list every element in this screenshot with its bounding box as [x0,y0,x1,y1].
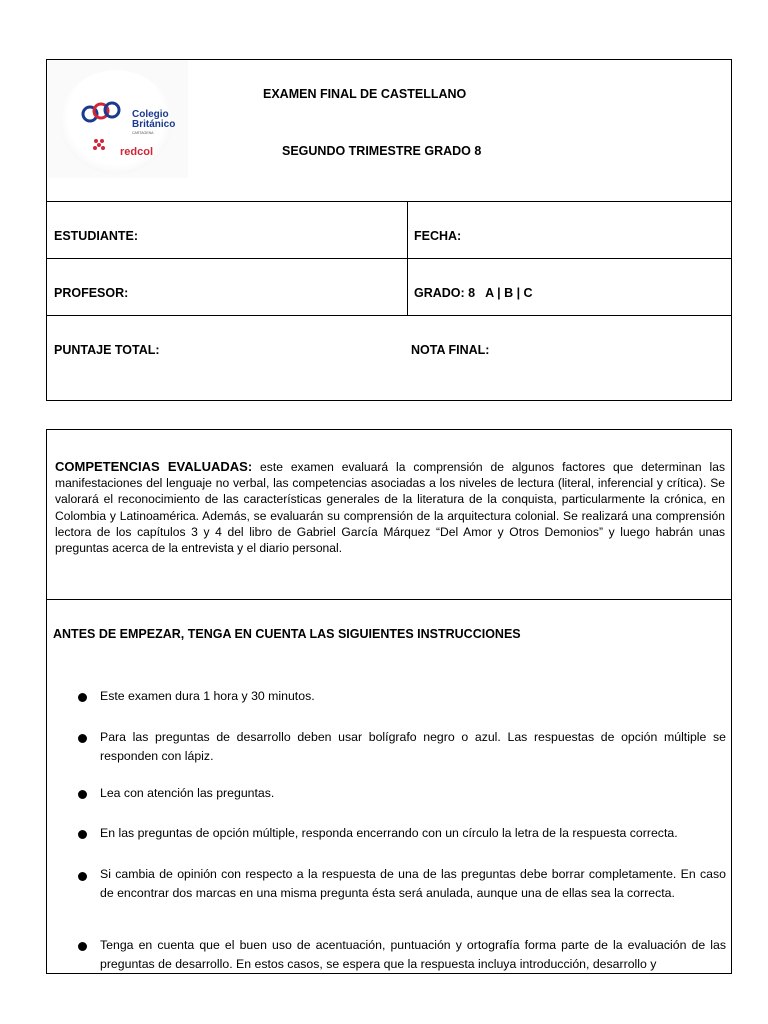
competencias-heading: COMPETENCIAS EVALUADAS: [55,459,253,474]
logo-network: redcol [120,146,154,158]
puntaje-total-field[interactable]: PUNTAJE TOTAL: [54,343,160,357]
instruction-item: Para las preguntas de desarrollo deben usar bolígrafo negro o azul. Las respuestas de opción múltiple se responden con lápiz. [100,730,726,763]
bullet-icon [78,942,87,951]
instruction-item: Si cambia de opinión con respecto a la respuesta de una de las preguntas debe borrar completamente. En caso de encontrar dos marcas en una misma pregunta ésta será anulada, aunque una de ellas sea la correcta. [100,867,726,900]
grado-field[interactable]: GRADO: 8 A | B | C [414,286,533,300]
logo-name-line1: Colegio [132,109,169,120]
bullet-icon [78,790,87,799]
competencias-paragraph [55,459,725,556]
logo-badge [60,70,176,174]
instruction-item: Este examen dura 1 hora y 30 minutos. [100,689,315,703]
logo-city: CARTAGENA [132,131,154,135]
nota-final-field[interactable]: NOTA FINAL: [411,343,490,357]
profesor-field[interactable]: PROFESOR: [54,286,129,300]
instruction-item: Lea con atención las preguntas. [100,786,275,800]
instruction-item: En las preguntas de opción múltiple, responda encerrando con un círculo la letra de la respuesta correcta. [100,826,678,840]
bullet-icon [78,830,87,839]
exam-title: EXAMEN FINAL DE CASTELLANO [263,87,467,101]
competencias-body: este examen evaluará la comprensión de algunos factores que determinan las manifestaciones del lenguaje no verbal, las competencias asociadas a los niveles de lectura (literal, inferencial y crítica). Se valorará el reconocimiento de las características generales de la literatura de la conquista, particularmente la crónica, en Colombia y Latinoamérica. Además, se evaluarán su comprensión de la arquitectura colonial. Se realizará una comprensión lectora de los capítulos 3 y 4 del libro de Gabriel García Márquez “Del Amor y Otros Demonios” y luego habrán unas preguntas acerca de la entrevista y el diario personal. [55,460,725,556]
bullet-icon [78,693,87,702]
school-logo [48,60,188,178]
bullet-icon [78,734,87,743]
row-divider [47,258,731,259]
instruction-item: Tenga en cuenta que el buen uso de acentuación, puntuación y ortografía forma parte de la evaluación de las preguntas de desarrollo. En estos casos, se espera que la respuesta incluya introducción, desarrollo y [100,938,726,971]
header-divider [47,201,731,202]
instructions-title: ANTES DE EMPEZAR, TENGA EN CUENTA LAS SIGUIENTES INSTRUCCIONES [53,627,521,641]
column-divider [407,201,408,315]
section-divider [47,599,731,600]
bullet-icon [78,872,87,881]
logo-name-line2: Británico [132,119,176,130]
estudiante-field[interactable]: ESTUDIANTE: [54,229,139,243]
page-cut-line [46,973,732,974]
row-divider [47,315,731,316]
fecha-field[interactable]: FECHA: [414,229,462,243]
exam-subtitle: SEGUNDO TRIMESTRE GRADO 8 [282,144,482,158]
